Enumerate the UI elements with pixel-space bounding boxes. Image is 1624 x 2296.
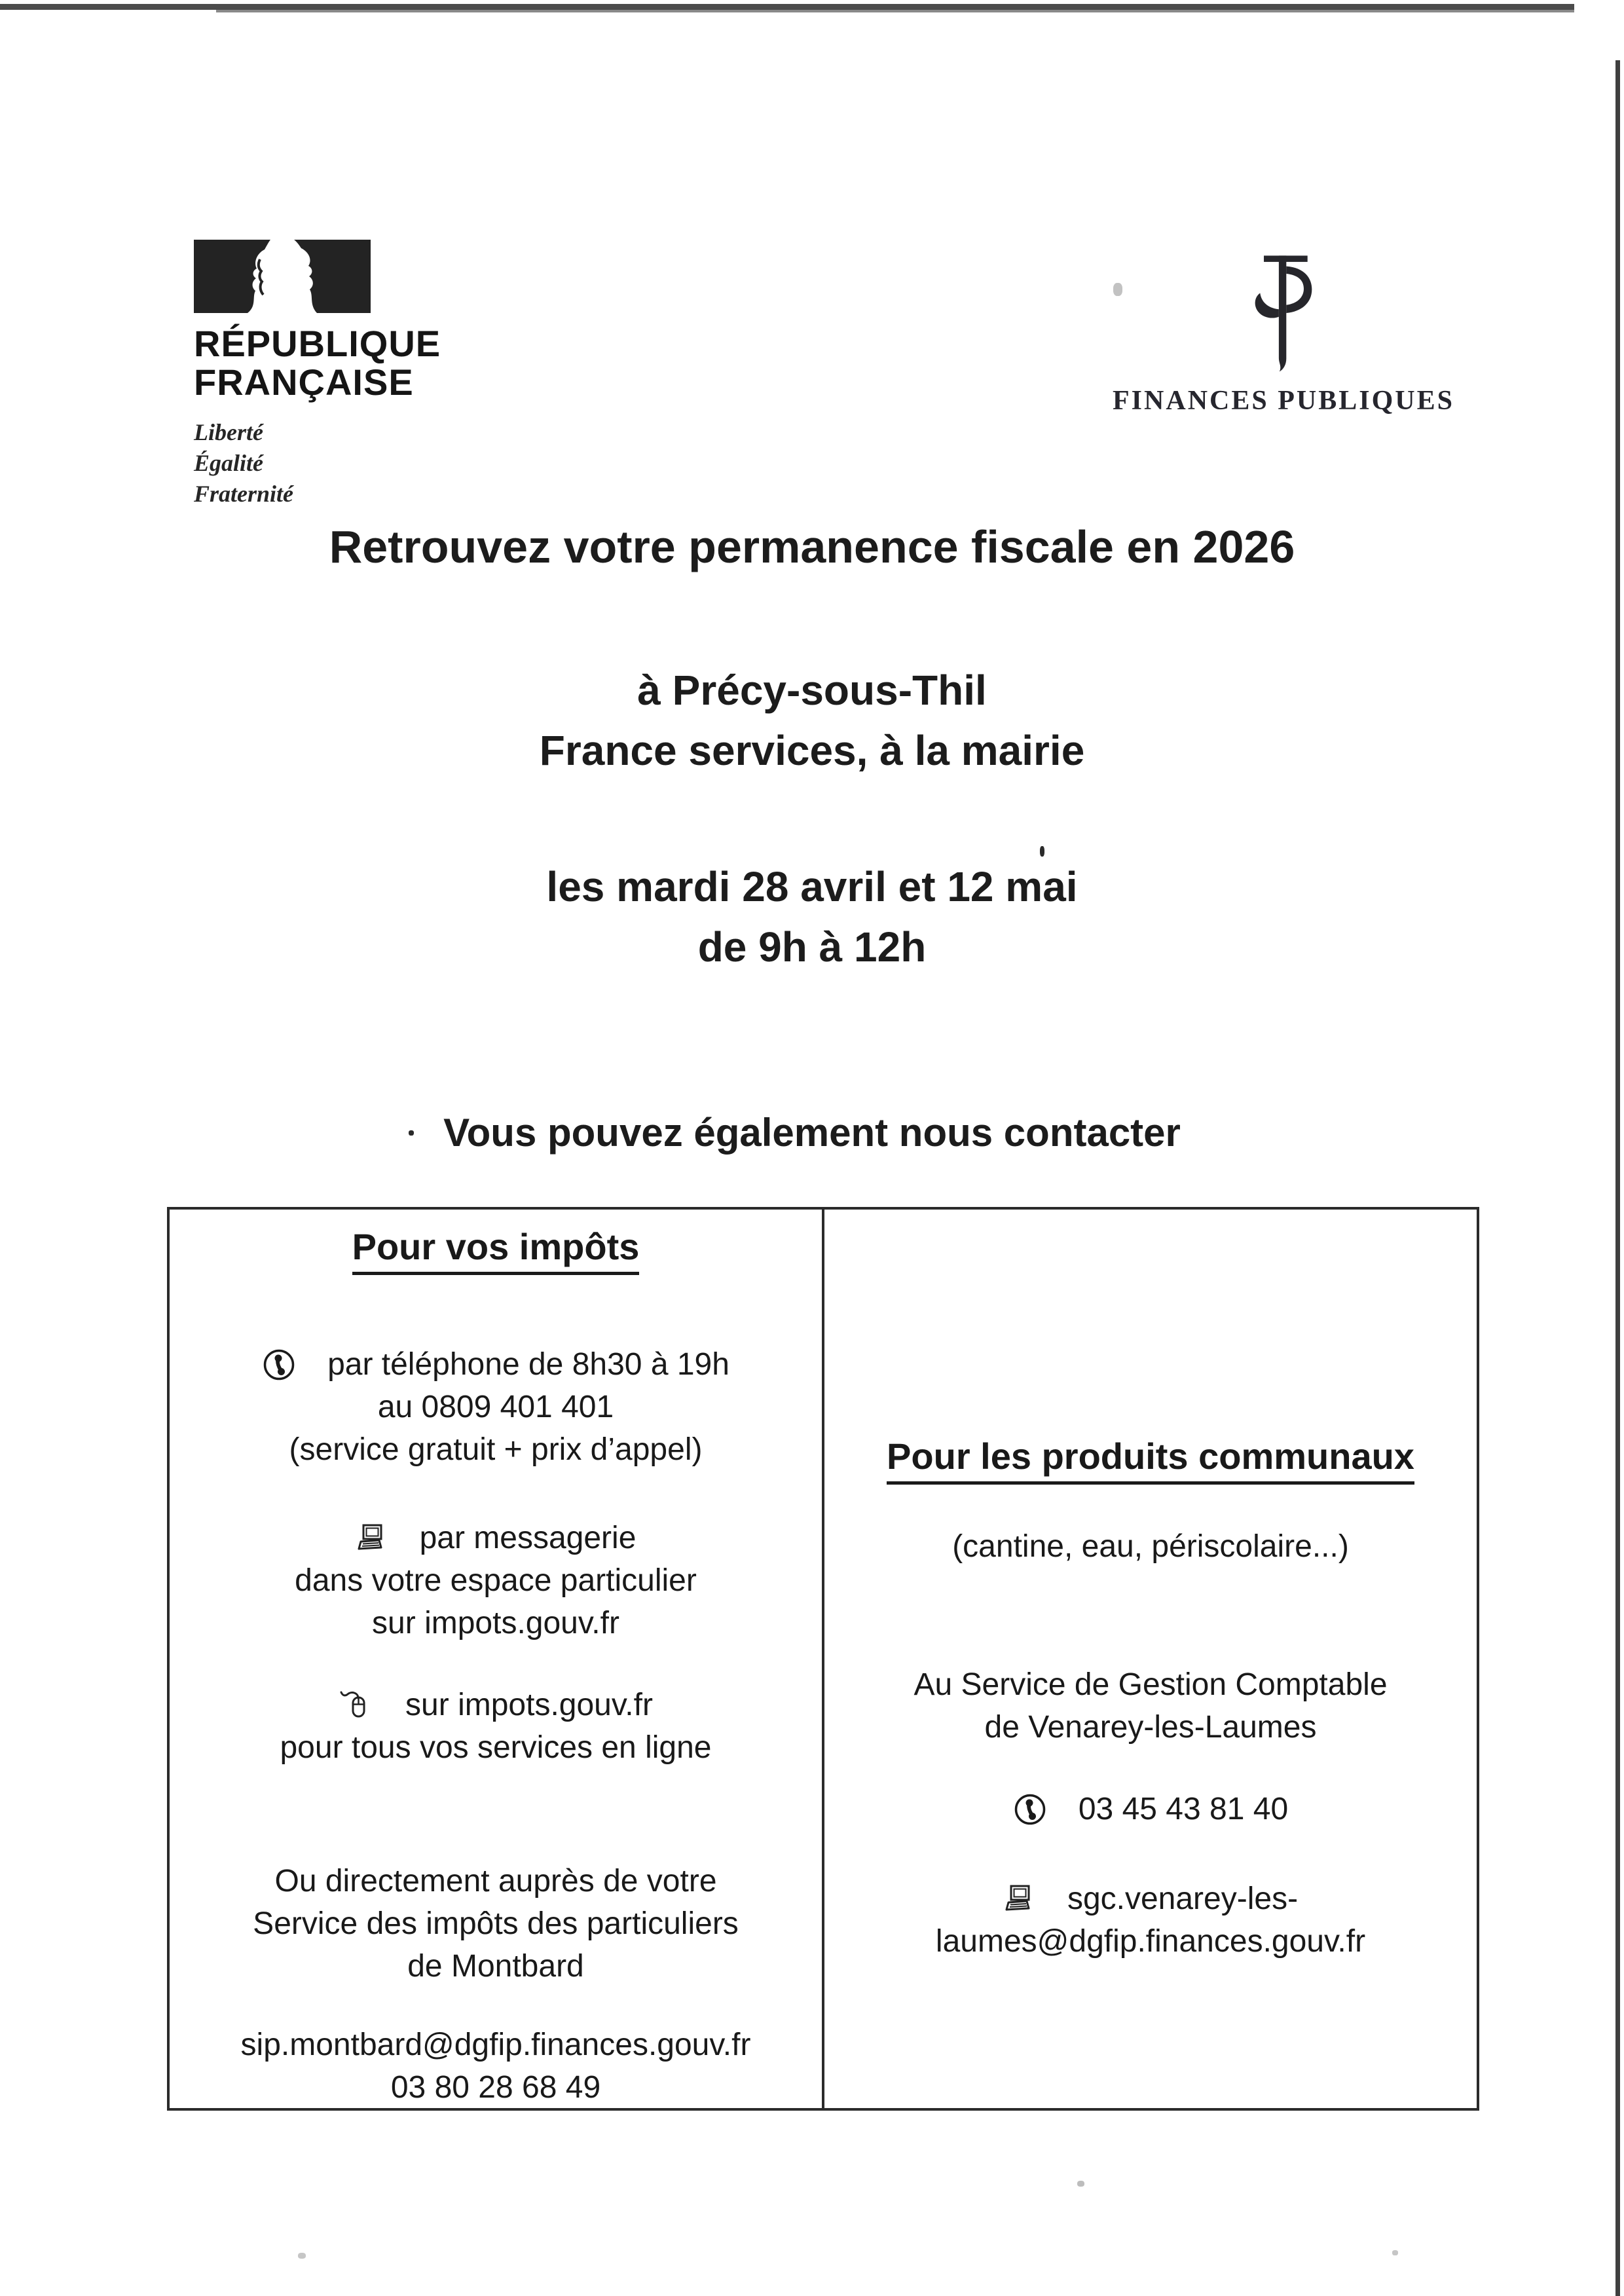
produits-phone-line (824, 1788, 1477, 1830)
rf-motto-egalite: Égalité (194, 450, 263, 476)
impots-messaging-block (170, 1517, 822, 1644)
marianne-icon (194, 240, 371, 314)
impots-messaging-text: par messagerie (419, 1521, 637, 1555)
produits-service-line1: Au Service de Gestion Comptable (913, 1667, 1388, 1702)
location-line-1: à Précy-sous-Thil (637, 667, 987, 714)
impots-online-line (170, 1684, 822, 1726)
finances-publiques-logo (1074, 248, 1493, 417)
impots-online-text: sur impots.gouv.fr (405, 1688, 653, 1722)
impots-phone-block (170, 1343, 822, 1471)
impots-direct-line1: Ou directement auprès de votre (274, 1864, 717, 1898)
scan-speck (1077, 2181, 1084, 2187)
location-line-2: France services, à la mairie (539, 727, 1085, 774)
rf-wordmark (194, 324, 534, 401)
scan-speck (1392, 2250, 1398, 2255)
computer-icon (1003, 1884, 1036, 1914)
produits-heading-text: Pour les produits communaux (887, 1436, 1414, 1485)
produits-subtitle: (cantine, eau, périscolaire...) (952, 1529, 1349, 1564)
contact-intro-heading: Vous pouvez également nous contacter (443, 1111, 1181, 1155)
scan-artifact-right-edge (1615, 60, 1620, 2296)
rf-motto (194, 417, 534, 509)
produits-service-block (824, 1663, 1477, 1749)
impots-email-block (170, 2024, 822, 2109)
mouse-icon (339, 1689, 374, 1722)
produits-email-block (824, 1878, 1477, 1963)
fp-monogram-icon (1246, 248, 1321, 379)
produits-service-line2: de Venarey-les-Laumes (984, 1710, 1317, 1745)
produits-phone-number: 03 45 43 81 40 (1078, 1792, 1289, 1826)
scan-speck (1040, 846, 1044, 857)
impots-online-block (170, 1684, 822, 1769)
impots-direct-line3: de Montbard (407, 1949, 584, 1984)
computer-icon (356, 1523, 388, 1553)
scan-artifact-top-line-2 (216, 10, 1574, 12)
rf-motto-fraternite: Fraternité (194, 481, 294, 507)
impots-online-line2: pour tous vos services en ligne (280, 1730, 712, 1765)
produits-email-line1 (824, 1878, 1477, 1920)
produits-phone-block (824, 1788, 1477, 1830)
impots-heading (170, 1227, 822, 1275)
phone-icon (262, 1348, 296, 1382)
scan-speck (298, 2253, 306, 2259)
impots-phone-text: par téléphone de 8h30 à 19h (327, 1347, 729, 1382)
impots-direct-phone-number: 03 80 28 68 49 (390, 2070, 601, 2105)
schedule-block (0, 857, 1624, 977)
produits-subtitle-block (824, 1525, 1477, 1568)
schedule-line-2: de 9h à 12h (697, 923, 927, 971)
produits-email-part1: sgc.venarey-les- (1067, 1881, 1299, 1916)
location-block (0, 660, 1624, 781)
fp-label: FINANCES PUBLIQUES (1113, 386, 1454, 416)
produits-email-part2: laumes@dgfip.finances.gouv.fr (935, 1924, 1366, 1959)
impots-phone-line (170, 1343, 822, 1386)
impots-direct-block (170, 1860, 822, 1988)
rf-motto-liberte: Liberté (194, 419, 263, 445)
produits-heading (824, 1436, 1477, 1485)
impots-direct-line2: Service des impôts des particuliers (253, 1906, 739, 1941)
contact-table-cell-impots (170, 1210, 824, 2108)
impots-messaging-line (170, 1517, 822, 1559)
rf-wordmark-line1: RÉPUBLIQUE (194, 323, 441, 364)
contact-table (167, 1207, 1479, 2111)
impots-phone-note: (service gratuit + prix d’appel) (289, 1432, 703, 1467)
impots-phone-number: au 0809 401 401 (377, 1390, 614, 1424)
republique-francaise-logo (194, 240, 534, 509)
impots-messaging-line2: dans votre espace particulier (295, 1563, 697, 1598)
rf-wordmark-line2: FRANÇAISE (194, 361, 414, 403)
schedule-line-1: les mardi 28 avril et 12 mai (546, 863, 1078, 910)
impots-email: sip.montbard@dgfip.finances.gouv.fr (240, 2028, 751, 2062)
scan-artifact-top-line (0, 4, 1574, 10)
impots-heading-text: Pour vos impôts (352, 1227, 640, 1275)
contact-table-cell-produits-communaux (824, 1210, 1477, 2108)
page-title: Retrouvez votre permanence fiscale en 2026 (329, 521, 1295, 572)
impots-messaging-line3: sur impots.gouv.fr (372, 1606, 619, 1640)
phone-icon (1013, 1792, 1047, 1826)
